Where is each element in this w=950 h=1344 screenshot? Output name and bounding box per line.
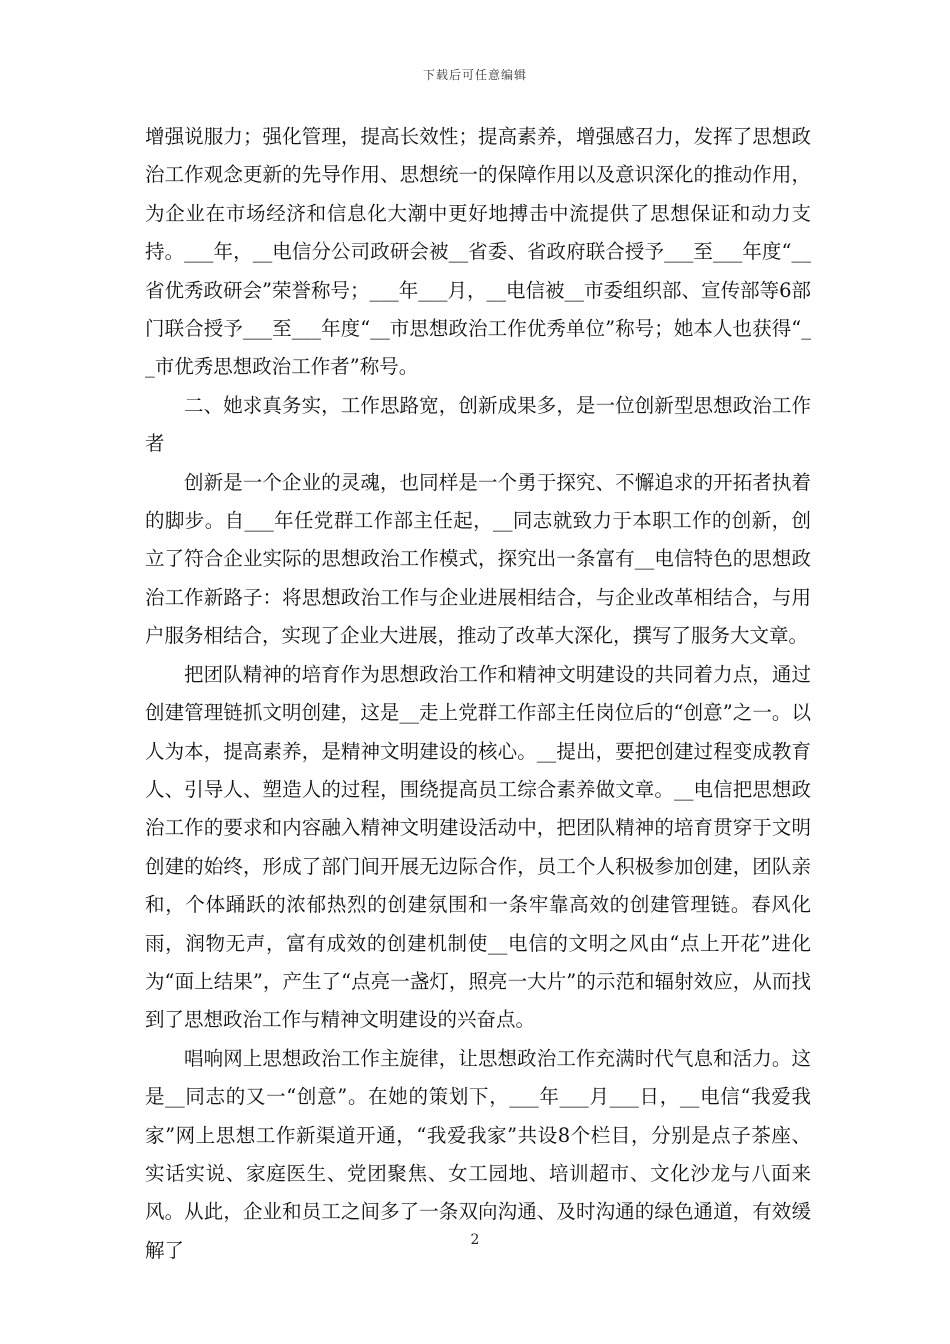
- paragraph-innovation: 创新是一个企业的灵魂，也同样是一个勇于探究、不懈追求的开拓者执着的脚步。自___年任党群工作部主任起，__同志就致力于本职工作的创新，创立了符合企业实际的思想政治工作模式，探究出一条富有__电信特色的思想政治工作新路子：将思想政治工作与企业进展相结合，与企业改革相结合，与用户服务相结合，实现了企业大进展，推动了改革大深化，撰写了服务大文章。: [145, 470, 811, 648]
- paragraph-1: 增强说服力；强化管理，提高长效性；提高素养，增强感召力，发挥了思想政治工作观念更新的先导作用、思想统一的保障作用以及意识深化的推动作用，为企业在市场经济和信息化大潮中更好地搏击中流提供了思想保证和动力支持。___年，__电信分公司政研会被__省委、省政府联合授予___至___年度“__省优秀政研会”荣誉称号；___年___月，__电信被__市委组织部、宣传部等6部门联合授予___至___年度“__市思想政治工作优秀单位”称号；她本人也获得“__市优秀思想政治工作者”称号。: [145, 125, 811, 379]
- paragraph-online-work: 唱响网上思想政治工作主旋律，让思想政治工作充满时代气息和活力。这是__同志的又一“创意”。在她的策划下，___年___月___日，__电信“我爱我家”网上思想工作新渠道开通，“我爱我家”共设8个栏目，分别是点子茶座、实话实说、家庭医生、党团聚焦、女工园地、培训超市、文化沙龙与八面来风。从此，企业和员工之间多了一条双向沟通、及时沟通的绿色通道，有效缓解了: [145, 1046, 811, 1262]
- page-number: 2: [470, 1232, 480, 1248]
- section-heading-2: 二、她求真务实，工作思路宽，创新成果多，是一位创新型思想政治工作者: [145, 393, 811, 456]
- page-header: 下载后可任意编辑: [422, 68, 527, 82]
- paragraph-team-spirit: 把团队精神的培育作为思想政治工作和精神文明建设的共同着力点，通过创建管理链抓文明创建，这是__走上党群工作部主任岗位后的“创意”之一。以人为本，提高素养，是精神文明建设的核心。__提出，要把创建过程变成教育人、引导人、塑造人的过程，围绕提高员工综合素养做文章。__电信把思想政治工作的要求和内容融入精神文明建设活动中，把团队精神的培育贯穿于文明创建的始终，形成了部门间开展无边际合作，员工个人积极参加创建，团队亲和，个体踊跃的浓郁热烈的创建氛围和一条牢靠高效的创建管理链。春风化雨，润物无声，富有成效的创建机制使__电信的文明之风由“点上开花”进化为“面上结果”，产生了“点亮一盏灯，照亮一大片”的示范和辐射效应，从而找到了思想政治工作与精神文明建设的兴奋点。: [145, 662, 811, 1032]
- document-body: [145, 118, 811, 1270]
